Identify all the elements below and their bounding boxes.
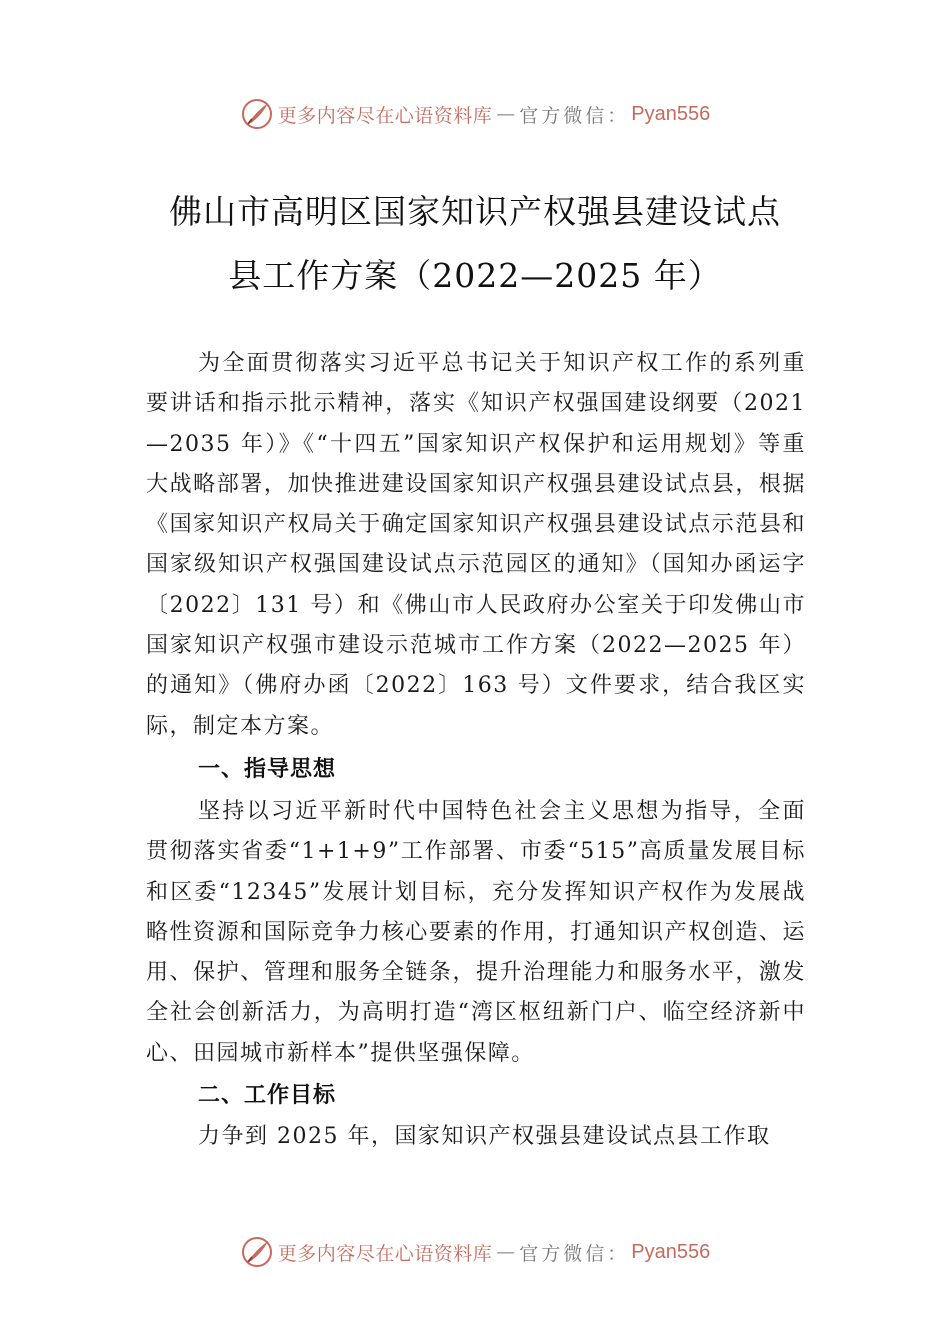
footer-watermark-banner bbox=[0, 1232, 950, 1272]
quill-pen-logo-icon bbox=[240, 97, 274, 131]
banner-slogan: 更多内容尽在心语资料库 bbox=[277, 104, 493, 127]
banner-separator: — bbox=[496, 103, 516, 125]
header-watermark-banner bbox=[0, 94, 950, 134]
banner-wechat-id: Pyan556 bbox=[631, 1240, 711, 1263]
banner-separator: — bbox=[496, 1241, 516, 1263]
section-2-heading: 二、工作目标 bbox=[198, 1083, 337, 1108]
banner-slogan: 更多内容尽在心语资料库 bbox=[277, 1242, 493, 1265]
banner-wechat-label: 官方微信： bbox=[519, 1242, 630, 1265]
document-title-line-2: 县工作方案（2022—2025 年） bbox=[228, 256, 722, 295]
document-title-line-1: 佛山市高明区国家知识产权强县建设试点 bbox=[169, 192, 781, 231]
banner-wechat-label: 官方微信： bbox=[519, 104, 630, 127]
banner-wechat-id: Pyan556 bbox=[631, 102, 711, 125]
section-1-paragraph: 坚持以习近平新时代中国特色社会主义思想为指导，全面贯彻落实省委“1+1+9”工作部署、市委“515”高质量发展目标和区委“12345”发展计划目标，充分发挥知识产权作为发展战略性资源和国际竞争力核心要素的作用，打通知识产权创造、运用、保护、管理和服务全链条，提升治理能力和服务水平，激发全社会创新活力，为高明打造“湾区枢纽新门户、临空经济新中心、田园城市新样本”提供坚强保障。 bbox=[146, 799, 806, 1066]
quill-pen-logo-icon bbox=[240, 1235, 274, 1269]
intro-paragraph: 为全面贯彻落实习近平总书记关于知识产权工作的系列重要讲话和指示批示精神，落实《知识产权强国建设纲要（2021—2035 年）》《“十四五”国家知识产权保护和运用规划》等重大战略部署，加快推进建设国家知识产权强县建设试点县，根据《国家知识产权局关于确定国家知识产权强县建设试点示范县和国家级知识产权强国建设试点示范园区的通知》（国知办函运字〔2022〕131 号）和《佛山市人民政府办公室关于印发佛山市国家知识产权强市建设示范城市工作方案（2022—2025 年）的通知》（佛府办函〔2022〕163 号）文件要求，结合我区实际，制定本方案。 bbox=[146, 351, 806, 739]
section-2-paragraph: 力争到 2025 年，国家知识产权强县建设试点县工作取 bbox=[198, 1124, 771, 1149]
section-1-heading: 一、指导思想 bbox=[198, 757, 337, 782]
